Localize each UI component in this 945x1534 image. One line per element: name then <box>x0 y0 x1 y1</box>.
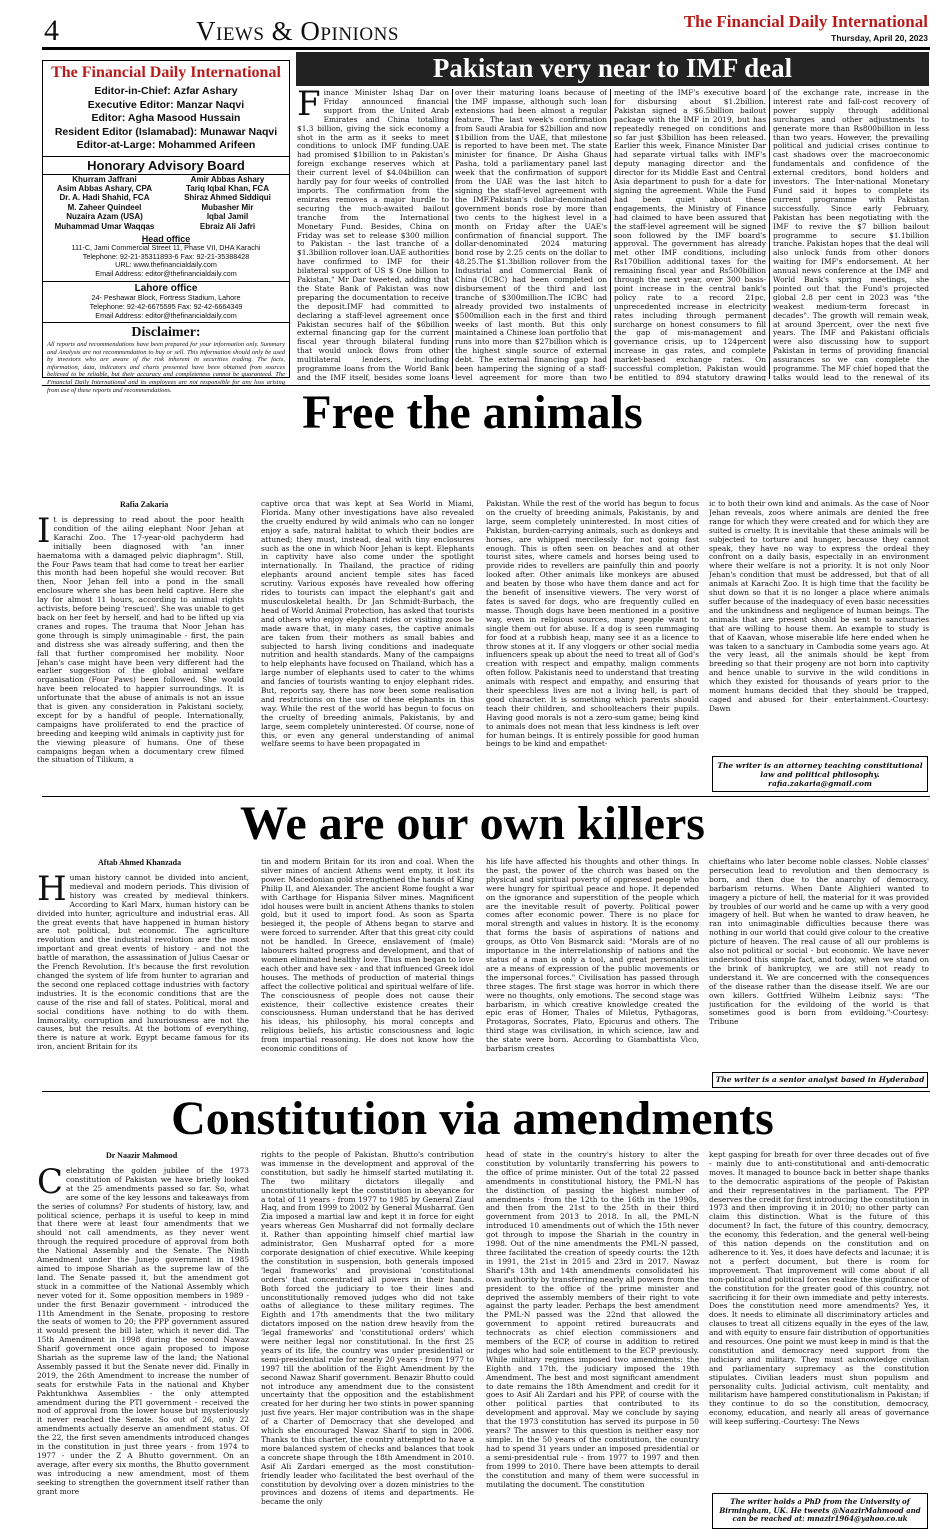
advisory-member: Iqbal Jamil <box>206 212 249 222</box>
page-number: 4 <box>44 14 59 47</box>
advisory-member: Asim Abbas Ashary, CPA <box>56 183 153 193</box>
article-headline: Free the animals <box>302 386 643 439</box>
lahore-office-address: 24- Peshawar Block, Fortress Stadium, Lahore Telephone: 92-42-6675595 Fax: 92-42-6664349 Email Address: editor@thefinancialdaily.com <box>89 293 243 320</box>
advisory-board-title: Honorary Advisory Board <box>43 156 289 175</box>
editorial-headline: Pakistan very near to IMF deal <box>432 53 793 83</box>
article-headline: Constitution via amendments <box>171 1092 774 1145</box>
editor: Editor: Agha Masood Hussain <box>91 112 241 124</box>
header-rule <box>42 47 930 50</box>
advisory-member: Tariq Iqbal Khan, FCA <box>186 183 269 193</box>
article-1-column-3: Pakistan. While the rest of the world has begun to focus on the cruelty of breeding animals, Pakistanis, by and large, seem completely uninterested. In most cities of Pakistan, burden-carrying animals, such as donkeys and horses, are whipped mercilessly for not going fast enough. This is often seen on beaches and at other tourist sites, where camels and horses being used to provide rides to revellers are painfully thin and poorly looked after. Other animals like monkeys are abused and beaten by those who have them dance and act for the benefit of insensitive viewers. The very worst of fates is saved for dogs, who are frequently culled en masse. Though dogs have been mentioned in a positive way, even in religious sources, many people want to single them out for abuse. If a dog is seen rummaging for food at a rubbish heap, many see it as a licence to throw stones at it. If any vloggers or other social media influencers speak up about the need to treat all of God's creation with respect and empathy, malign comments often follow. Pakistanis need to understand that treating animals with respect and empathy, and ensuring that their speechless lives are not a living hell, is part of good character. It is something which parents should teach their children, and schoolteachers their pupils. Having good morals is not a zero-sum game; being kind to animals does not mean that less kindness is left over for human beings. It is entirely possible for good human beings to be kind and empathet- <box>486 500 699 749</box>
column-rule <box>452 89 453 379</box>
header-paper-name: The Financial Daily International <box>683 12 928 31</box>
article-3-column-1: Celebrating the golden jubilee of the 1973 constitution of Pakistan we have briefly looked at the 25 amendments passed so far. So, what are some of the key lessons and takeaways from the series of columns? For students of history, law, and political science, perhaps it is useful to keep in mind that there were at least four amendments that we should not call amendments, as they never went through the required procedure of approval from both the National Assembly and the Senate. The Ninth Amendment under the Junejo government in 1985 aimed to impose Shariah as the supreme law of the land. The Senate passed it, but the amendment got stuck in a committee of the National Assembly which never voted for it. Some opposition members in 1989 - under the first Benazir government - introduced the 11th Amendment in the Senate, proposing to restore the seats of women to 20; the PPP government assured it would present the bill later, which it never did. The 15th Amendment in 1998 during the second Nawaz Sharif government once again proposed to impose Shariah as the supreme law of the land; the National Assembly passed it but the Senate never did. Finally in 2019, the 26th Amendment to increase the number of seats for erstwhile Fata in the national and Khyber Pakhtunkhwa Assemblies - the only attempted amendment during the PTI government - received the nod of approval from the lower house but mysteriously it never reached the Senate. So out of 26, only 22 amendments actually deserve an amendment status. Of the 22, the first seven amendments introduced changes in the constitution in just three years - from 1974 to 1977 - under the Z A Bhutto government. On an average, after every six months, the Bhutto government was introducing a new amendment, most of them seeking to strengthen the government itself rather than grant more <box>37 1167 249 1496</box>
article-3-writer-note: The writer holds a PhD from the University of Birmingham, UK. He tweets @NaazirMahmood and can be reached at: mnazir1964@yahoo.co.uk <box>712 1493 928 1529</box>
head-office-address: 111-C, Jami Commercial Street 11, Phase VII, DHA Karachi Telephone: 92-21-35311893-6 Fax: 92-21-35388428 URL: www.thefinancialdaily.com Email Address: editor@thefinancialdaily.com <box>71 242 261 278</box>
advisory-member: Shiraz Ahmed Siddiqui <box>184 193 271 203</box>
advisory-member: M. Zaheer Quindeel <box>67 202 142 212</box>
editor-in-chief: Editor-in-Chief: Azfar Ashary <box>94 85 238 97</box>
executive-editor: Executive Editor: Manzar Naqvi <box>87 98 245 111</box>
editorial-column-4: of the exchange rate, increase in the interest rate and fall-cost recovery of power supply through additional surcharges and other adjustments to generate more than Rs800billion in less than two years. However, the prevailing political and judicial crises continue to cast shadows over the macroeconomic fundamentals and confidence of the external creditors, bond holders and investors. The Inter-national Monetary Fund said it hopes to complete its current programme with Pakistan successfully. Since early February, Pakistan has been negotiating with the IMF to revive the $7 billion bailout programme to secure $1.1billion tranche. Pakistan hopes that the deal will also unlock funds from other donors waiting for IMF's endorsement. At her annual news conference at the IMF and World Bank's spring meetings, she pointed out that the Fund's projected global 2.8 per cent in 2023 was "the weakest medium-term forecast in decades". The growth will remain weak, at around 3percent, over the next five years. The IMF and Pakistani officials were also discussing how to support Pakistan in terms of providing financial assurances so we can complete the programme. The MF chief hoped that the talks would lead to the renewal of its <box>773 89 929 381</box>
masthead-box <box>42 60 290 394</box>
column-rule <box>769 89 770 379</box>
editorial-column-3: meeting of the IMF's executive board for disbursing about $1.2billion. Pakistan signed a $6.5billion bailout package with the IMF in 2019, but has repeatedly reneged on conditions and so far just $3billion has been released. Earlier this week, Finance Minister Dar had separate virtual talks with IMF's deputy managing director and the director for its Middle East and Central Asia department to push for a date for signing the agreement. While the Fund had been quiet about these engagements, the Ministry of Finance had claimed to have been assured that the staff-level agreement will be signed soon followed by the IMF board's approval. The government has already met other IMF conditions, including Rs170billion additional taxes for the remaining fiscal year and Rs500billion through the next year, over 300 basis-point increase in the central bank's policy rate to a record 21pc, unprecedented increase in electricity rates including through permanent surcharge on honest consumers to fill the gap of mis-management and governance crisis, up to 124percent increase in gas rates, and complete market-based exchange rates. On successful completion, Pakistan would be entitled to 894 statutory drawing <box>614 89 766 381</box>
editorial-column-2: over their maturing loans because of the IMF impasse, although such loan extensions had been almost a regular feature. The last week's confirmation from Saudi Arabia for $2billion and now $1billion from the UAE, that milestone is reported to have been met. The state minister for finance, Dr Aisha Ghaus Pasha, told a parliamentary panel last week that the confirmation of support from the UAE was the last hitch to signing the staff-level agreement with the IMF.Pakistan's dollar-denominated government bonds rose by more than two cents to the highest level in a month on Friday after the UAE's confirmation of financial support. The dollar-denominated 2024 maturing bond rose by 2.25 cents on the dollar to 48.25.The $1.3billion rollover from the Industrial and Commercial Bank of China (ICBC) had been completed on disbursement of the third and last tranche of $300million.The ICBC had already provided two instalments of $500million each in the first and third weeks of last month. But this only maintained a Chinese loan portfolio that runs into more than $27billion which is the highest single source of external debt. The external financing gap had been hampering the signing of a staff-level agreement for more than two <box>455 89 607 381</box>
article-byline: Rafia Zakaria <box>120 500 169 509</box>
advisory-member: Mubasher Mir <box>201 202 254 212</box>
article-headline: We are our own killers <box>240 797 705 850</box>
section-title: Views & Opinions <box>196 16 399 46</box>
article-2-column-2: tin and modern Britain for its iron and coal. When the silver mines of ancient Athens went empty, it lost its power. Macedonian gold strengthened the hands of King Philip II, and Alexander. The ancient Rome fought a war with Carthage for Hispania Silver mines. Magnificent idol houses were built in ancient Athens thanks to stolen gold, but it used to import food. As soon as Sparta besieged it, the people of Athens began to starve and were forced to surrender. After that this great city could not be handled. In Greece, enslavement of (male) labourers halted progress and development, and that of women eliminated healthy love. Thus men began to love each other and have sex - and that influenced Greek idol houses. The methods of production of material things affect the collective political and spiritual welfare of life. The consciousness of people does not cause their existence, their collective existence creates their consciousness. Human understand that he has derived his ideas, his philosophy, his moral concepts and religious beliefs, his artistic consciousness and logic from impartial reasoning. He does not know how the economic conditions of <box>261 858 474 1054</box>
masthead-title: The Financial Daily International <box>51 64 281 81</box>
advisory-member: Amir Abbas Ashary <box>190 174 265 184</box>
editorial-column-1: Finance Minister Ishaq Dar on Friday announced financial support from the United Arab Emirates and China totalling $1.3 billion, giving the sick economy a shot in the arm as it seeks to meet conditions to unlock IMF funding.UAE had promised $1billion to in Pakistan's foreign exchange reserves which at their current level of $4.04billion can hardly pay for four weeks of controlled imports. The confirmation from the emirates removes a major hurdle to securing the much-awaited bailout tranche from the International Monetary Fund. Besides, China on Friday was set to release $300 million to Pakistan - the last tranche of a $1.3billion rollover loan.UAE authorities have confirmed to IMF for their bilateral support of US $ One billion to Pakistan," Mr Dar tweeted, adding that the State Bank of Pakistan was now preparing the documentation to receive the deposit.IMF had committed to declaring a staff-level agreement once Pakistan secures half of the $6billion external financing gap for the current fiscal year through bilateral funding that would unlock flows from other multilateral lenders, including programme loans from the World Bank and the IMF itself, besides some loans <box>297 89 449 381</box>
article-3-column-4: kept gasping for breath for over three decades out of five - mainly due to anti-constitutional and anti-democratic moves. It managed to bounce back in better shape thanks to the democratic aspirations of the people of Pakistan and their representatives in the parliament. The PPP deserves the credit for first introducing the constitution in 1973 and then improving it in 2010; no other party can claim this distinction. What is the future of this document? In fact, the future of this country, democracy, the economy, this federation, and the general well-being of this nation depends on the constitution and on adherence to it. Yes, it does have defects and lacunae; it is not a perfect document, but there is room for improvement. That improvement will come about if all non-political and political forces realize the significance of the constitution for the greater good of this country, not sacrificing it for their own immediate and petty interests. Does the constitution need more amendments? Yes, it does. It needs to eliminate all discriminatory articles and clauses to treat all citizens equally in the eyes of the law, and with equity to ensure fair distribution of opportunities and resources. One point we must keep in mind is that the constitution and democracy need support from the judiciary and military. They must acknowledge civilian and parliamentary supremacy as the constitution stipulates. Civilian leaders must shun populism and personality cults. Judicial activism, cult mentality, and militarism have hampered constitutionalism in Pakistan; if they continue to do so the constitution, democracy, economy, education, and nearly all areas of governance will keep suffering.-Courtesy: The News <box>709 1151 929 1427</box>
article-1-column-4: ic to both their own kind and animals. As the case of Noor Jehan reveals, zoos where animals are denied the free range for which they were created and for which they are suited is cruelty. It is inevitable that these animals will be subjected to torture and hunger, because they cannot speak, they have no way to express the ordeal they confront on a daily basis, especially in an environment where their welfare is not a priority. It is not only Noor Jehan's condition that must be addressed, but that of all animals at Karachi Zoo. It is high time that the facility be shut down so that it is no longer a place where animals suffer because of the inadequacy of even basic necessities and the unkindness and negligence of human beings. The animals that are present should be sent to sanctuaries that are willing to house them. An example to study is that of Kaavan, whose miserable life here ended when he was taken to a sanctuary in Cambodia some years ago. At the very least, all the animals should be kept from breeding so that their progeny are not born into captivity and hence unable to survive in the wild conditions in which they existed for thousands of years prior to the moment humans decided that they should be trapped, caged and abused for their entertainment.-Courtesy: Dawn <box>709 500 929 713</box>
resident-editor: Resident Editor (Islamabad): Munawar Naqvi <box>54 125 278 138</box>
editor-at-large: Editor-at-Large: Mohammed Arifeen <box>76 139 256 151</box>
disclaimer-text: All reports and recommendations have been prepared for your information only. Summary and Analysis are not recommendation to buy or sell. This information should only be used by investors who are aware of the risk inherent in securities trading. The facts, information, data, indicators and charts presented have been obtained from sources believed to be reliable, but their accuracy and completeness cannot be guaranteed. The Financial Daily International and its employees are not responsible for any loss arising from use of these reports and recommendations. <box>47 341 285 394</box>
article-byline: Dr Naazir Mahmood <box>106 1151 178 1160</box>
advisory-member: Muhammad Umar Waqqas <box>54 221 155 231</box>
article-2-column-1: Human history cannot be divided into ancient, medieval and modern periods. This division of history was created by medieval thinkers. According to Karl Marx, human history can be divided into hunter, agriculture and industrial eras. All the great events that have happened in human history are not political, but economic. The agriculture revolution and the industrial revolution are the most important and great events of history - and not the battle of marathon, the assassination of Julius Caesar or the French Revolution. It's because the first revolution changed the system of life from hunter to agrarian and the second one replaced cottage industries with factory industries. It is the economic conditions that are the cause of the rise and fall of states. Political, moral and social conditions have nothing to do with them. Immorality, corruption and luxuriousness are not the causes, but the results. At the bottom of everything, there is nature at work. Egypt became famous for its iron, ancient Britain for its <box>37 874 249 1052</box>
advisory-member: Nuzaira Azam (USA) <box>66 212 143 222</box>
article-2-writer-note: The writer is a senior analyst based in Hyderabad <box>712 1072 928 1088</box>
lahore-office-title: Lahore office <box>134 283 198 295</box>
article-1-writer-note: The writer is an attorney teaching constitutional law and political philosophy. rafia.zakaria@gmail.com <box>712 756 928 792</box>
advisory-member: Khurram Jaffrani <box>72 174 137 184</box>
advisory-member: Ebraiz Ali Jafri <box>199 221 256 231</box>
disclaimer-title: Disclaimer: <box>131 325 201 341</box>
article-3-column-3: head of state in the country's history to alter the constitution by voluntarily transferring his powers to the office of prime minister. Out of the total 22 passed amendments in constitutional history, the PML-N has the distinction of passing the highest number of amendments - from the 12th to the 16th in the 1990s, and then from the 21st to the 25th in their third government from 2013 to 2018. In all, the PML-N introduced 10 amendments out of which the 15th never got through to impose the Shariah in the country in 1998. Out of the nine amendments the PML-N passed, three facilitated the creation of speedy courts: the 12th in 1991, the 21st in 2015 and 23rd in 2017. Nawaz Sharif's 13th and 14th amendments consolidated his own authority by transferring nearly all powers from the president to the office of the prime minister and deprived the assembly members of their right to vote against the party leader. Perhaps the best amendment the PML-N passed was the 22nd that allowed the government to appoint retired bureaucrats and technocrats as chief election commissioners and members of the ECP, of course in addition to retired judges who had sole entitlement to the ECP previously. While military regimes imposed two amendments: the Eighth and 17th, the judiciary imposed the 19th Amendment. The best and most significant amendment to date remains the 18th Amendment and credit for it goes to Asif Ali Zardari and his PPP, of course with the other political parties that contributed to its development and approval. May we conclude by saying that the 1973 constitution has served its purpose in 50 years? The answer to this question is neither easy nor simple. In the 50 years of the constitution, the country had to spend 31 years under an imposed presidential or a semi-presidential rule - from 1977 to 1997 and then from 1999 to 2010. There have been attempts to derail the constitution and many of them were successful in mutilating the document. The constitution <box>486 1151 699 1489</box>
advisory-member: Dr. A. Hadi Shahid, FCA <box>59 193 150 203</box>
article-3-column-2: rights to the people of Pakistan. Bhutto's contribution was immense in the development and approval of the constitution, but sadly he himself started mutilating it. The two military dictators illegally and unconstitutionally kept the constitution in abeyance for a total of 11 years - from 1977 to 1985 by General Ziaul Haq, and from 1999 to 2002 by General Musharraf. Gen Zia imposed a martial law and kept it in force for eight years whereas Gen Musharraf did not formally declare it. Rather than appointing himself chief martial law administrator, Gen Musharraf opted for a more corporate designation of chief executive. While keeping the constitution in suspension, both generals imposed 'legal frameworks' and provisional 'constitutional orders' that concentrated all powers in their hands. Both forced the judiciary to toe their lines and unconstitutionally removed judges who did not take oaths of allegiance to these military regimes. The Eighth and 17th amendments that the two military dictators imposed on the nation drew heavily from the 'legal frameworks' and 'constitutional orders' which were neither legal nor constitutional. In the first 25 years of its life, the country was under presidential or semi-presidential rule for nearly 20 years - from 1977 to 1997 till the abolition of the Eight Amendment by the second Nawaz Sharif government. Benazir Bhutto could not introduce any amendment due to the consistent uncertainty that the opposition and the establishment created for her during her two stints in power spanning just five years. Her major contribution was in the shape of a Charter of Democracy that she developed and which she encouraged Nawaz Sharif to sign in 2006. Thanks to this charter, the country attempted to have a more balanced system of checks and balances that took a concrete shape through the 18th Amendment in 2010. Asif Ali Zardari emerged as the most constitution-friendly leader who facilitated the best overhaul of the constitution by devolving over a dozen ministries to the provinces and dozens of items and departments. He became the only <box>261 1151 474 1507</box>
header-date: Thursday, April 20, 2023 <box>831 33 928 43</box>
article-byline: Aftab Ahmed Khanzada <box>98 858 182 867</box>
head-office-title: Head office <box>141 233 191 244</box>
advisory-board-members <box>43 175 289 231</box>
article-1-column-2: captive orca that was kept at Sea World in Miami, Florida. Many other investigations have also revealed the cruelty endured by wild animals who can no longer enjoy a safe, natural habitat to which their bodies are attuned; they must, instead, deal with tiny enclosures such as the one in which Noor Jehan is kept. Elephants in captivity have also come under the spotlight internationally. In Thailand, the practice of riding elephants around ancient temple sites has faced scrutiny. Various exposés have revealed how offering rides to tourists can impact the elephant's gait and musculoskeletal health. Dr Jan Schmidt-Burbach, the head of World Animal Protection, has asked that tourists and others who enjoy elephant rides or visiting zoos be made aware that, in many cases, the captive animals are taken from their mothers as small babies and subjected to harsh living conditions and inadequate nutrition and health standards. Many of the campaigns to help elephants have focused on Thailand, which has a large number of elephants used to cater to the whims and fancies of tourists wanting to enjoy elephant rides. But, reports say, there has now been some realisation and restrictions on the use of these elephants in this way. While the rest of the world has begun to focus on the cruelty of breeding animals, Pakistanis, by and large, seem completely uninterested. Of course, none of this, or even any general understanding of animal welfare seems to have been propagated in <box>261 500 474 749</box>
article-1-column-1: It is depressing to read about the poor health condition of the ailing elephant Noor Jehan at Karachi Zoo. The 17-year-old pachyderm had initially been diagnosed with "an inner haematoma with a damaged pelvic diaphragm". Still, the Four Paws team that had come to treat her earlier this month had been hopeful she would recover. But then, Noor Jehan fell into a pond in the small enclosure where she has been held captive. Here she lay for almost 11 hours, according to animal rights activists, before being 'rescued'. She was unable to get back on her feet by herself, and had to be lifted up via cranes and ropes. The trauma that Noor Jehan has gone through is simply unimaginable - first, the pain and distress she was already suffering, and then the fall that further compromised her mobility. Noor Jehan's case might have been very different had the earlier suggestion of the global animal welfare organisation (Four Paws) been followed. She would have been relocated to happier surroundings. It is unfortunate that the abuse of animals is not an issue that is given any consideration in Pakistani society, except for by a handful of people. Internationally, campaigns have proliferated to end the practice of breeding and keeping wild animals in captivity just for the viewing pleasure of humans. One of these campaigns began when a documentary crew filmed the situation of Tilikum, a <box>37 516 244 765</box>
article-2-column-4: chieftains who later become noble classes. Noble classes' persecution lead to revolution and then democracy is born, and then due to the anarchy of democracy, barbarism returns. When Dante Alighieri wanted to imagery a picture of hell, the material for it was provided by troubles of our world and he came up with a very good imagery of hell. But when he wanted to draw heaven, he ran into unimaginable difficulties because there was nothing in our world that could give colour to the creative picture of heaven. The real cause of all our problems is also not political or social - but economic. We have never understood this simple fact, and today, when we stand on the brink of bankruptcy, we are still not ready to understand it. We are concerned with the consequences of the disease rather than the disease itself. We are our own killers. Gottfried Wilhelm Leibniz says: "The justification for the evildoing of the world is that sometimes good is born from evildoing."-Courtesy: Tribune <box>709 858 929 1027</box>
article-2-column-3: his life have affected his thoughts and other things. In the past, the power of the church was based on the physical and spiritual poverty of oppressed people who were hungry for spiritual peace and hope. It depended on the ignorance and superstition of the people which are the inevitable result of poverty. Political power comes after economic power. There is no place for moral strength and values in history. It is the economy that forms the basis of aspirations of nations and groups, as Otto Von Bismarck said: "Morals are of no importance in the interrelationship of nations and the status of a man is only a tool, and great personalities are a means of expression of the public movements or the impersonal forces." Civilisation has passed through three stages. The first stage was horror in which there were no thoughts, only emotions. The second stage was barbarism, in which creative knowledge created the epic eras of Homer, Thales of Miletus, Pythagoras, Protagoras, Socrates, Plato, Epicurus and others. The third stage was civilisation, in which science, law and the state were born. According to Giambattista Vico, barbarism creates <box>486 858 699 1054</box>
column-rule <box>610 89 611 379</box>
